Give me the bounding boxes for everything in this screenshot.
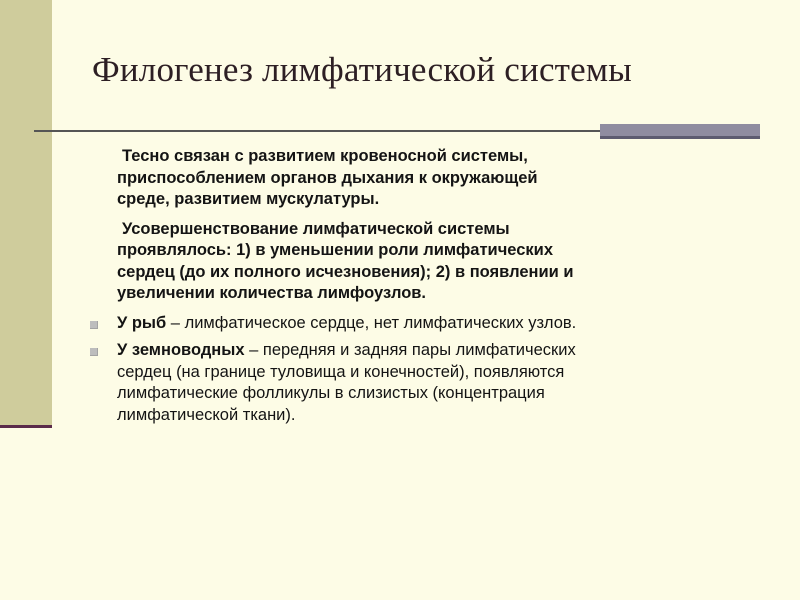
accent-bar-underline — [600, 136, 760, 139]
paragraph-line: приспособлением органов дыхания к окружающей — [117, 168, 538, 187]
bullet-item-amphibians — [85, 340, 765, 426]
paragraph-line: сердец (до их полного исчезновения); 2) в появлении и — [117, 262, 574, 281]
paragraph-line: Тесно связан с развитием кровеносной системы, — [122, 147, 528, 165]
paragraph-line: среде, развитием мускулатуры. — [117, 190, 380, 208]
square-bullet-icon — [90, 348, 98, 356]
bullet-line: лимфатической ткани). — [117, 405, 296, 424]
bullet-line — [117, 340, 765, 362]
bullet-item-fish — [85, 313, 765, 335]
bullet-line: лимфатические фолликулы в слизистых (концентрация — [117, 384, 545, 402]
square-bullet-icon — [90, 321, 98, 329]
title-divider — [34, 130, 600, 132]
slide-body — [85, 146, 765, 432]
paragraph-line: проявлялось: 1) в уменьшении роли лимфатических — [117, 241, 553, 259]
bullet-term: У земноводных — [117, 341, 245, 359]
bullet-line — [117, 313, 765, 335]
slide-title: Филогенез лимфатической системы — [92, 50, 632, 89]
bullet-line: сердец (на границе туловища и конечностей), появляются — [117, 362, 565, 381]
bullet-text: – лимфатическое сердце, нет лимфатических узлов. — [166, 313, 577, 332]
paragraph-1 — [85, 146, 765, 211]
side-band-underline — [0, 425, 52, 428]
side-decorative-band — [0, 0, 52, 427]
bullet-text: – передняя и задняя пары лимфатических — [244, 341, 576, 359]
paragraph-line: Усовершенствование лимфатической системы — [122, 219, 510, 238]
paragraph-line: увеличении количества лимфоузлов. — [117, 284, 427, 302]
paragraph-2 — [85, 219, 765, 305]
accent-bar — [600, 124, 760, 136]
bullet-term: У рыб — [117, 313, 167, 332]
